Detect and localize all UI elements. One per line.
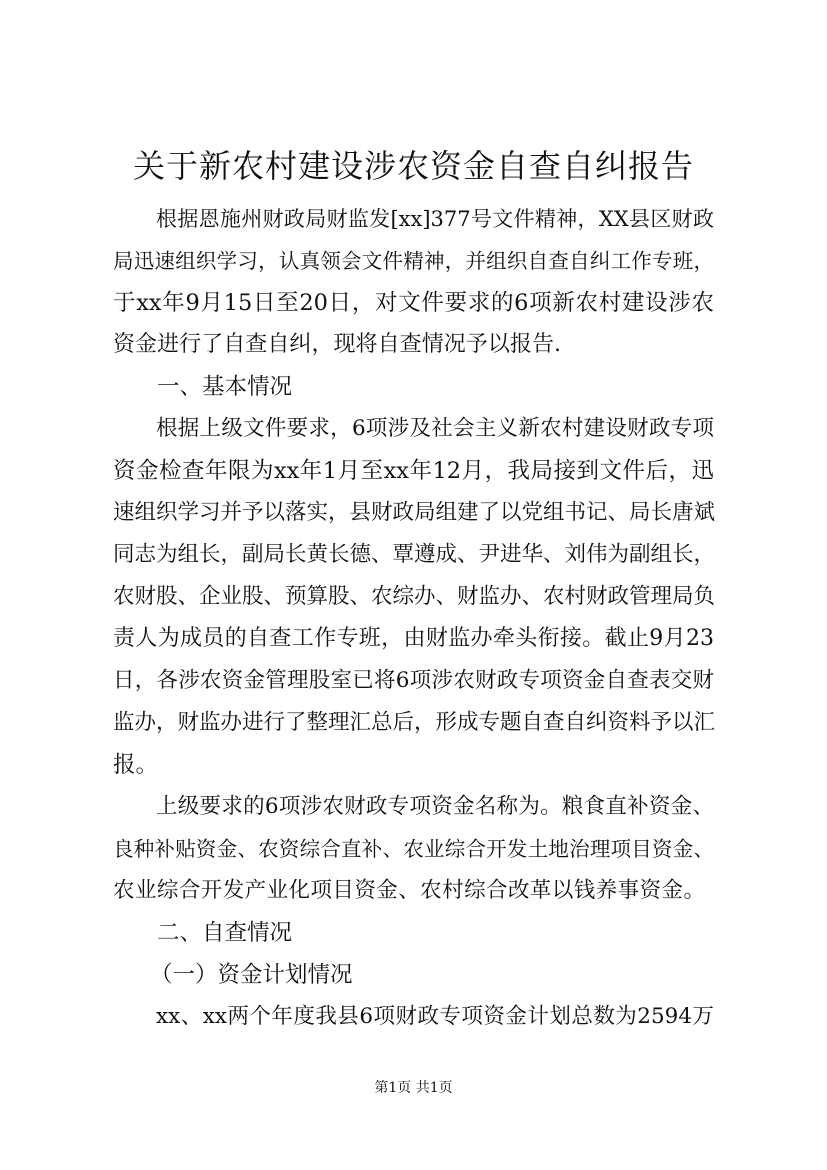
body-text-line: 日，各涉农资金管理股室已将6项涉农财政专项资金自查表交财 xyxy=(113,668,714,693)
body-text-line: 良种补贴资金、农资综合直补、农业综合开发土地治理项目资金、 xyxy=(113,837,714,861)
body-text-line: （一）资金计划情况 xyxy=(150,962,353,988)
body-text-line: 同志为组长，副局长黄长德、覃遵成、尹进华、刘伟为副组长， xyxy=(113,542,716,567)
body-text-line: 资金检查年限为xx年1月至xx年12月，我局接到文件后，迅 xyxy=(113,458,714,484)
body-text-line: 上级要求的6项涉农财政专项资金名称为。粮食直补资金、 xyxy=(156,794,714,819)
body-text-line: 资金进行了自查自纠，现将自查情况予以报告. xyxy=(113,332,561,357)
body-text-line: 于xx年9月15日至20日，对文件要求的6项新农村建设涉农 xyxy=(113,290,714,316)
body-text-line: 责人为成员的自查工作专班，由财监办牵头衔接。截止9月23 xyxy=(113,626,714,651)
body-text-line: 农财股、企业股、预算股、农综办、财监办、农村财政管理局负 xyxy=(113,584,716,609)
document-title: 关于新农村建设涉农资金自查自纠报告 xyxy=(132,147,694,185)
body-text-line: 一、基本情况 xyxy=(157,374,293,400)
body-text-line: 速组织学习并予以落实，县财政局组建了以党组书记、局长唐斌 xyxy=(113,500,716,525)
body-text-line: xx、xx两个年度我县6项财政专项资金计划总数为2594万 xyxy=(156,1004,714,1029)
body-text-line: 农业综合开发产业化项目资金、农村综合改革以钱养事资金。 xyxy=(113,878,705,903)
body-text-line: 根据恩施州财政局财监发[xx]377号文件精神，XX县区财政 xyxy=(156,207,714,231)
body-text-line: 二、自查情况 xyxy=(157,920,293,946)
body-text-line: 局迅速组织学习，认真领会文件精神，并组织自查自纠工作专班， xyxy=(113,249,714,273)
body-text-line: 根据上级文件要求，6项涉及社会主义新农村建设财政专项 xyxy=(156,416,714,441)
page-number-footer: 第1页 共1页 xyxy=(374,1080,453,1096)
body-text-line: 报。 xyxy=(113,752,159,778)
body-text-line: 监办，财监办进行了整理汇总后，形成专题自查自纠资料予以汇 xyxy=(113,710,716,735)
